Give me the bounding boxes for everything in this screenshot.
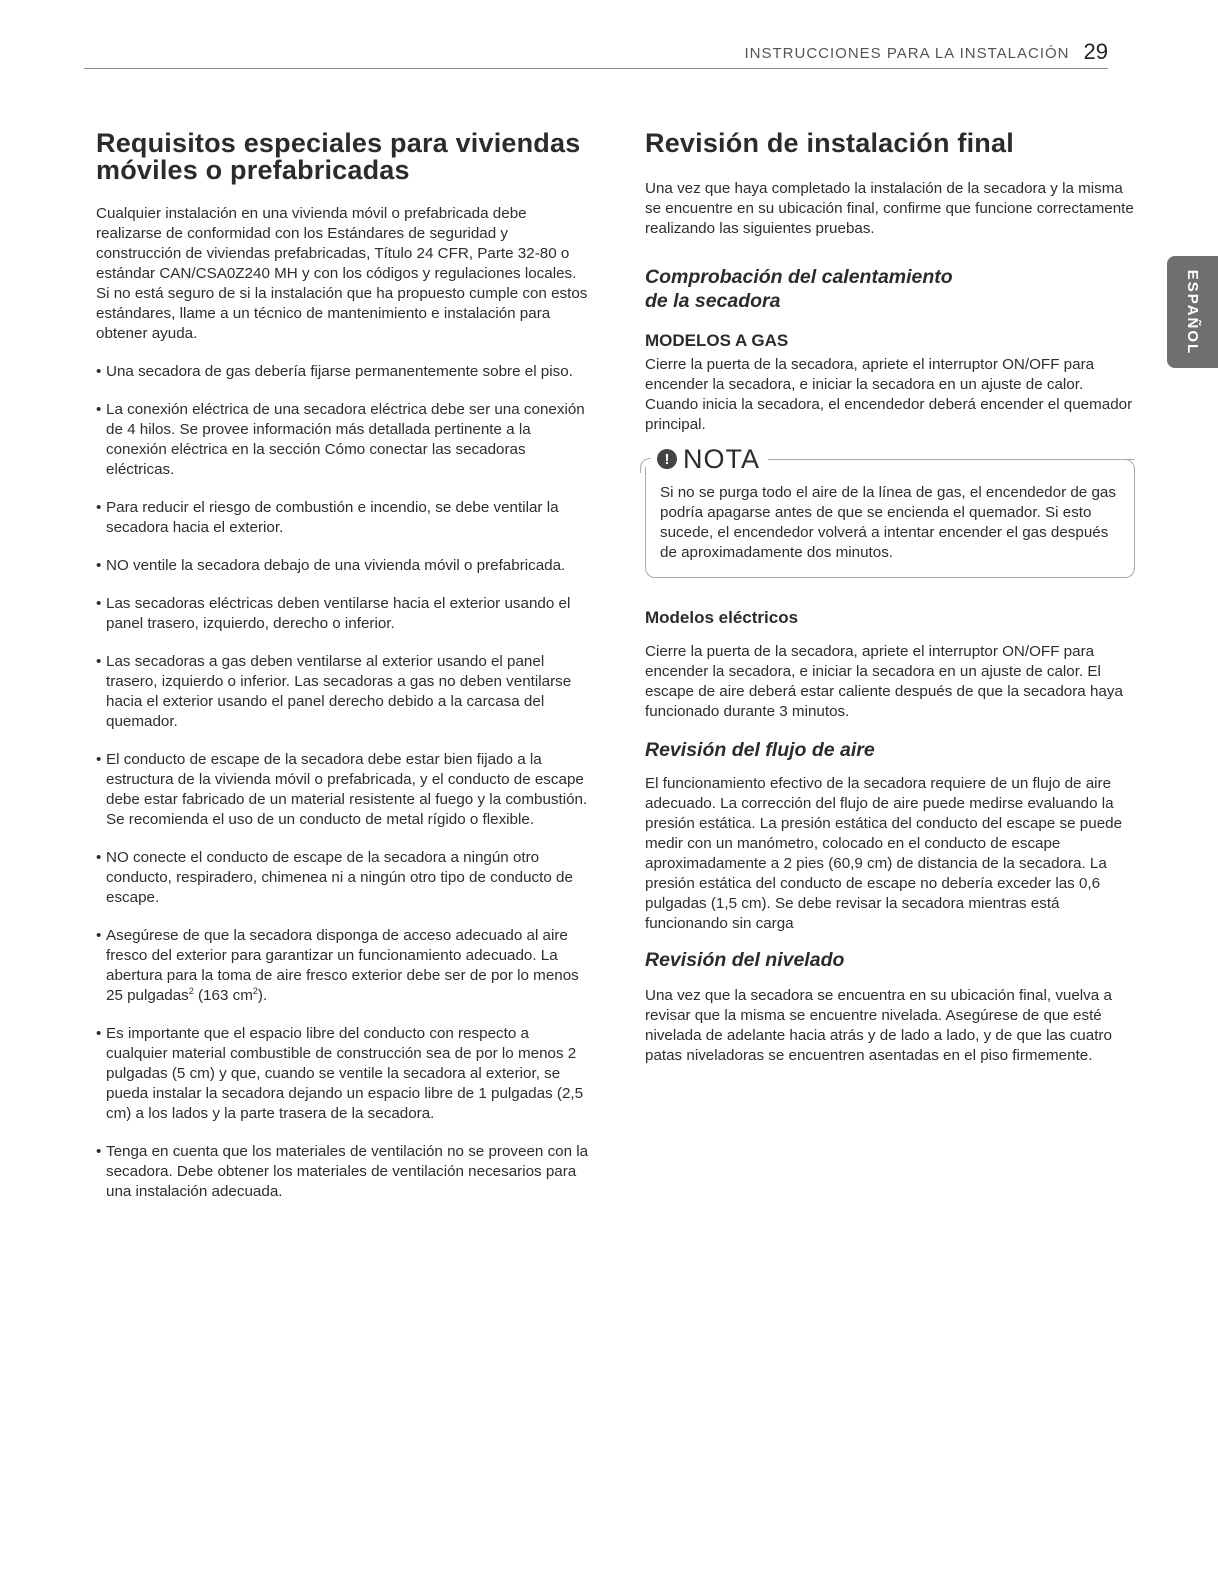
airflow-heading: Revisión del flujo de aire [645,739,875,761]
list-item: • Una secadora de gas debería fijarse permanentemente sobre el piso. [96,362,590,382]
list-item [96,926,590,1006]
list-item: • Para reducir el riesgo de combustión e incendio, se debe ventilar la secadora hacia el exterior. [96,498,590,538]
language-tab [1167,256,1218,368]
note-title: NOTA [683,443,760,474]
page-number: 29 [1083,39,1108,64]
heat-check-line-2: de la secadora [645,290,781,312]
list-item: • Las secadoras eléctricas deben ventilarse hacia el exterior usando el panel trasero, izquierdo, derecho o inferior. [96,594,590,634]
note-border [768,459,1135,460]
list-item: • Las secadoras a gas deben ventilarse al exterior usando el panel trasero, izquierdo o inferior. Las secadoras a gas no deben ventilarse hacia el exterior usando el panel derecho debido a la carcasa del quemador. [96,652,590,732]
air-text-2: (163 cm [193,987,253,1004]
level-text: Una vez que la secadora se encuentra en su ubicación final, vuelva a revisar que la misma se encuentre nivelada. Asegúrese de que esté nivelada de adelante hacia atrás y de lado a lado, y de que las cuatro patas niveladoras se encuentren asentadas en el piso firmemente. [645,987,1112,1064]
right-column [645,130,1135,1066]
electric-models-heading: Modelos eléctricos [645,608,799,627]
list-item: • Tenga en cuenta que los materiales de ventilación no se proveen con la secadora. Debe obtener los materiales de ventilación necesarios para una instalación adecuada. [96,1142,590,1202]
list-item: • El conducto de escape de la secadora debe estar bien fijado a la estructura de la vivienda móvil o prefabricada, y el conducto de escape debe estar fabricado de un material resistente al fuego y la combustión. Se recomienda el uso de un conducto de metal rígido o flexible. [96,750,590,830]
level-heading: Revisión del nivelado [645,949,845,971]
final-check-heading: Revisión de instalación final [645,128,1014,158]
section-title: INSTRUCCIONES PARA LA INSTALACIÓN [744,45,1070,62]
heat-check-line-1: Comprobación del calentamiento [645,266,953,288]
final-check-intro: Una vez que haya completado la instalación de la secadora y la misma se encuentre en su ubicación final, confirme que funcione correctamente realizando las siguientes pruebas. [645,180,1134,237]
air-text-1: Asegúrese de que la secadora disponga de acceso adecuado al aire fresco del exterior para garantizar un funcionamiento adecuado. La abertura para la toma de aire fresco exterior debe ser de por lo menos 25 pulgadas [106,927,579,1004]
list-item: • NO ventile la secadora debajo de una vivienda móvil o prefabricada. [96,556,590,576]
airflow-text: El funcionamiento efectivo de la secadora requiere de un flujo de aire adecuado. La corrección del flujo de aire puede medirse evaluando la presión estática. La presión estática del conducto del escape se puede medir con un manómetro, colocado en el conducto de escape aproximadamente a 2 pies (60,9 cm) de distancia de la secadora. La presión estática del conducto de escape no debería exceder las 0,6 pulgadas (1,5 cm). Se debe revisar la secadora mientras está funcionando sin carga [645,775,1123,932]
electric-models-text: Cierre la puerta de la secadora, apriete el interruptor ON/OFF para encender la secadora, e iniciar la secadora en un ajuste de calor. El escape de aire deberá estar caliente después de que la secadora haya funcionado durante 3 minutos. [645,643,1123,720]
list-item: • Es importante que el espacio libre del conducto con respecto a cualquier material combustible de construcción sea de por lo menos 2 pulgadas (5 cm) y que, cuando se ventile la secadora al exterior, se pueda instalar la secadora dejando un espacio libre de 1 pulgadas (2,5 cm) a los lados y la parte trasera de la secadora. [96,1024,590,1124]
superscript: 2 [252,985,258,996]
superscript: 2 [188,985,194,996]
gas-models-heading: MODELOS A GAS [645,331,789,350]
language-tab-label: ESPAÑOL [1184,269,1201,355]
air-text-3: ). [257,987,268,1004]
heat-check-heading [645,265,1135,313]
gas-models-text: Cierre la puerta de la secadora, apriete el interruptor ON/OFF para encender la secadora, e iniciar la secadora en un ajuste de calor. Cuando inicia la secadora, el encendedor deberá encender el quemador principal. [645,356,1133,433]
heading-line-1: Requisitos especiales para viviendas [96,128,581,158]
list-item: • La conexión eléctrica de una secadora eléctrica debe ser una conexión de 4 hilos. Se provee información más detallada pertinente a la conexión eléctrica en la sección Cómo conectar las secadoras eléctricas. [96,400,590,480]
note-text: Si no se purga todo el aire de la línea de gas, el encendedor de gas podría apagarse antes de que se encienda el quemador. Si esto sucede, el encendedor volverá a intentar encender el gas después de aproximadamente dos minutos. [660,484,1116,561]
list-item: • NO conecte el conducto de escape de la secadora a ningún otro conducto, respiradero, chimenea ni a ningún otro tipo de conducto de escape. [96,848,590,908]
note-box [645,443,1135,578]
note-border [640,458,651,473]
left-column [96,130,590,1220]
mobile-homes-heading [96,130,590,184]
warning-icon: ! [657,449,677,469]
page-header [84,40,1108,69]
requirements-list [96,362,590,1202]
note-header [640,443,1135,474]
heading-line-2: móviles o prefabricadas [96,155,410,185]
mobile-homes-intro: Cualquier instalación en una vivienda móvil o prefabricada debe realizarse de conformidad con los Estándares de seguridad y construcción de viviendas prefabricadas, Título 24 CFR, Parte 32-80 o estándar CAN/CSA0Z240 MH y con los códigos y regulaciones locales. Si no está seguro de si la instalación que ha propuesto cumple con estos estándares, llame a un técnico de mantenimiento e instalación para obtener ayuda. [96,205,588,342]
